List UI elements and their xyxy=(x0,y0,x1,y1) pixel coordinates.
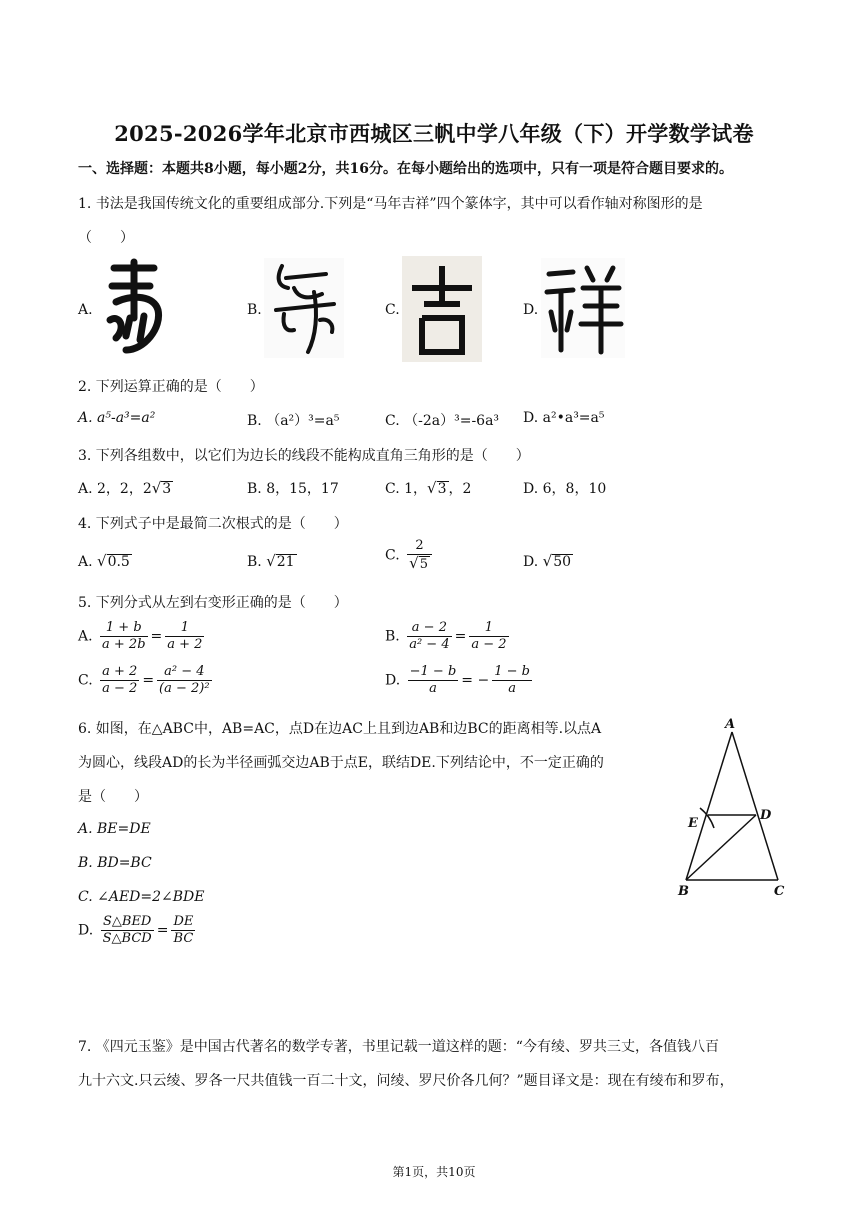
q1-option-a-label: A. xyxy=(78,302,93,318)
q4-option-d-label: D. xyxy=(523,554,539,570)
q6-d-left-denominator: S△BCD xyxy=(102,931,152,946)
q3-option-a: A. 2，2，2√3 xyxy=(78,479,172,497)
q5-a-left-numerator: 1 + b xyxy=(100,620,148,637)
q5-stem: 5. 下列分式从左到右变形正确的是（ ） xyxy=(78,595,348,611)
q5-c-left-numerator: a + 2 xyxy=(102,664,138,679)
q3-stem: 3. 下列各组数中，以它们为边长的线段不能构成直角三角形的是（ ） xyxy=(78,448,530,464)
q5-b-left-fraction xyxy=(407,620,451,653)
q7-line-1: 7. 《四元玉鉴》是中国古代著名的数学专著，书里记载一道这样的题：“今有绫、罗共三丈，各值钱八百 xyxy=(78,1039,719,1055)
q6-d-right-numerator: DE xyxy=(173,914,194,929)
q2-option-a: A. a⁵-a³=a² xyxy=(78,410,156,426)
q5-b-right-denominator: a − 2 xyxy=(471,637,507,652)
q4-option-c-denominator: √5 xyxy=(409,554,428,572)
q1-option-d-label: D. xyxy=(523,302,539,318)
xiang-seal-glyph xyxy=(541,258,625,358)
ma-seal-glyph xyxy=(104,258,168,358)
q4-option-a: A. √0.5 xyxy=(78,552,130,570)
q6-line-3: 是（ ） xyxy=(78,789,148,805)
q3-option-a-radicand: 3 xyxy=(162,481,172,497)
q6-d-right-fraction xyxy=(171,914,195,947)
q5-option-a-label: A. xyxy=(78,628,93,645)
q5-c-left-denominator: a − 2 xyxy=(102,681,138,696)
q6-option-d-label: D. xyxy=(78,922,94,939)
q5-option-d: D. $\frac{-1 - b}{a}$ = − $\frac{1 - b}{a}$ xyxy=(385,664,530,696)
q5-a-left-denominator: a + 2b xyxy=(102,637,146,652)
q5-option-d-label: D. xyxy=(385,672,401,689)
q2-option-b: B. （a²）³=a⁵ xyxy=(247,413,340,429)
q4-option-b-radicand: 21 xyxy=(276,554,295,570)
q5-c-right-denominator: (a − 2)² xyxy=(159,681,210,696)
q5-option-c-label: C. xyxy=(78,672,93,689)
point-b-label: B xyxy=(678,884,689,899)
q1-option-b-label: B. xyxy=(247,302,262,318)
q6-line-2: 为圆心，线段AD的长为半径画弧交边AB于点E，联结DE.下列结论中，不一定正确的 xyxy=(78,755,604,771)
point-a-label: A xyxy=(725,717,736,732)
q2-stem: 2. 下列运算正确的是（ ） xyxy=(78,379,264,395)
q5-d-right-fraction xyxy=(492,664,532,697)
q5-b-right-numerator: 1 xyxy=(469,620,508,637)
page-title: 2025-2026学年北京市西城区三帆中学八年级（下）开学数学试卷 xyxy=(114,121,754,146)
page-footer: 第1页，共10页 xyxy=(392,1165,476,1179)
q4-option-d-radicand: 50 xyxy=(553,554,572,570)
q4-option-c-fraction xyxy=(407,538,432,573)
q5-c-right-fraction xyxy=(157,664,212,697)
q5-a-left-fraction xyxy=(100,620,148,653)
q4-option-b-label: B. xyxy=(247,554,262,570)
q4-option-b: B. √21 xyxy=(247,552,295,570)
segment-ac xyxy=(732,732,778,880)
q3-option-c-post: ，2 xyxy=(448,481,472,497)
q6-d-left-numerator: S△BED xyxy=(101,914,154,931)
q5-d-left-fraction xyxy=(408,664,459,697)
q5-option-b-label: B. xyxy=(385,628,400,645)
q6-d-right-denominator: BC xyxy=(173,931,194,946)
q6-option-a: A. BE=DE xyxy=(78,821,151,837)
q5-c-right-numerator: a² − 4 xyxy=(157,664,212,681)
q5-option-c: C. $\frac{a + 2}{a - 2}$ = $\frac{\text{a² − 4}}{\text{(a − 2)²}}$ xyxy=(78,664,210,696)
q5-b-left-numerator: a − 2 xyxy=(407,620,451,637)
nian-seal-glyph xyxy=(264,258,344,358)
q5-c-left-fraction xyxy=(100,664,139,697)
q5-option-a: A. $\frac{1 + b}{a + 2b}$ = $\frac{1}{a + 2}$ xyxy=(78,620,203,652)
q5-a-right-numerator: 1 xyxy=(165,620,204,637)
q4-option-c xyxy=(385,538,435,573)
point-c-label: C xyxy=(774,884,785,899)
q5-b-left-denominator: a² − 4 xyxy=(409,637,450,652)
q3-option-d: D. 6，8，10 xyxy=(523,481,607,497)
q4-option-d: D. √50 xyxy=(523,552,572,570)
q5-a-right-fraction xyxy=(165,620,204,653)
q1-option-c-label: C. xyxy=(385,302,400,318)
q4-option-a-label: A. xyxy=(78,554,93,570)
q6-d-left-fraction xyxy=(101,914,154,947)
point-e-label: E xyxy=(688,816,698,831)
q6-option-c: C. ∠AED=2∠BDE xyxy=(78,889,205,905)
section-heading: 一、选择题：本题共8小题，每小题2分，共16分。在每小题给出的选项中，只有一项是符合题目要求的。 xyxy=(78,161,733,177)
ji-seal-glyph xyxy=(402,256,482,362)
q4-option-c-radicand: 5 xyxy=(419,557,428,572)
q4-option-c-label: C. xyxy=(385,547,400,564)
q5-option-b: B. $\frac{a - 2}{\text{a² − 4}}$ = $\frac{1}{a - 2}$ xyxy=(385,620,507,652)
q5-d-left-denominator: a xyxy=(429,681,437,696)
q6-line-1: 6. 如图，在△ABC中，AB=AC，点D在边AC上且到边AB和边BC的距离相等.以点A xyxy=(78,721,602,737)
q6-option-b: B. BD=BC xyxy=(78,855,152,871)
q4-stem: 4. 下列式子中是最简二次根式的是（ ） xyxy=(78,516,348,532)
q1-stem: 1. 书法是我国传统文化的重要组成部分.下列是“马年吉祥”四个篆体字，其中可以看作轴对称图形的是 xyxy=(78,196,703,212)
q3-option-c-text: C. 1， xyxy=(385,481,428,497)
q2-option-d: D. a²•a³=a⁵ xyxy=(523,410,605,426)
q6-option-d: D. $\frac{\text{S△BED}}{\text{S△BCD}}$ = $\frac{DE}{BC}$ xyxy=(78,914,194,946)
q7-line-2: 九十六文.只云绫、罗各一尺共值钱一百二十文，问绫、罗尺价各几何？”题目译文是：现在有绫布和罗布， xyxy=(78,1073,734,1089)
q5-a-right-denominator: a + 2 xyxy=(167,637,203,652)
triangle-figure xyxy=(670,712,800,902)
q4-option-c-numerator: 2 xyxy=(407,538,432,555)
point-d-label: D xyxy=(760,808,772,823)
q5-d-right-numerator: 1 − b xyxy=(494,664,530,679)
q3-option-c: C. 1，√3 ，2 xyxy=(385,479,472,497)
q5-d-left-numerator: −1 − b xyxy=(409,664,457,679)
q3-option-a-text: A. 2，2，2 xyxy=(78,481,152,497)
q4-option-a-radicand: 0.5 xyxy=(107,554,130,570)
q3-option-c-radicand: 3 xyxy=(437,481,447,497)
q2-option-c: C. （-2a）³=-6a³ xyxy=(385,413,500,429)
q5-b-right-fraction xyxy=(469,620,508,653)
q5-d-right-denominator: a xyxy=(508,681,516,696)
q3-option-b: B. 8，15，17 xyxy=(247,481,339,497)
q1-paren: （ ） xyxy=(78,230,134,246)
